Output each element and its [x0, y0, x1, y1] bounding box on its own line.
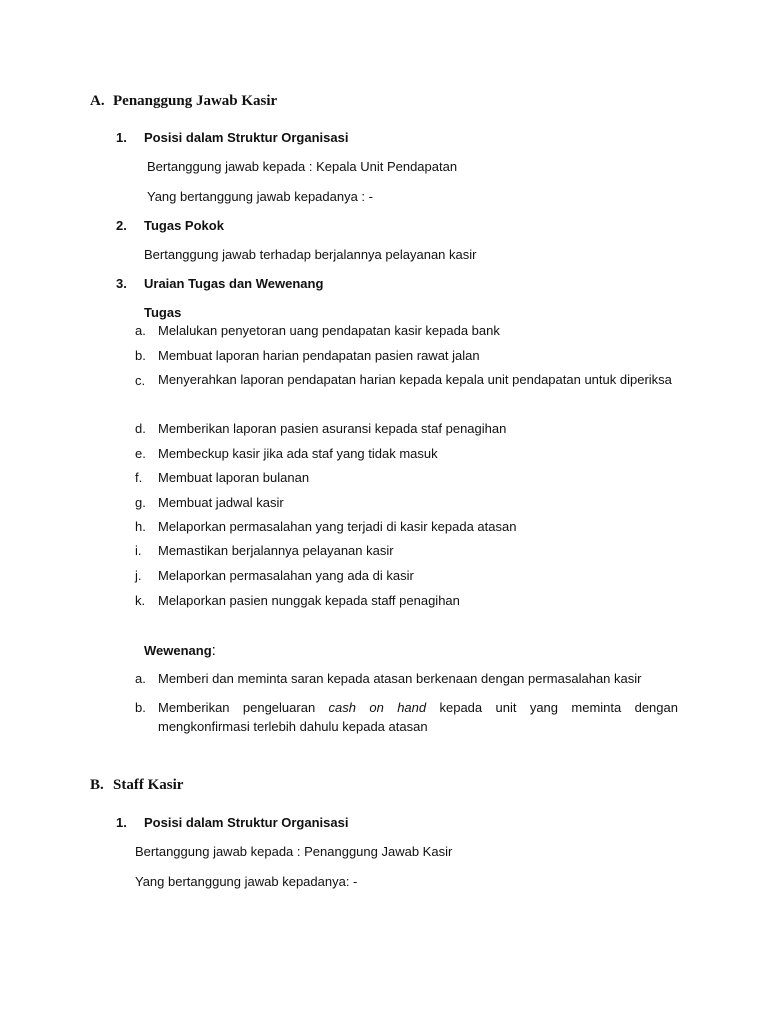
wewenang-label [144, 642, 216, 659]
list-marker: b. [135, 348, 146, 363]
a-sub1-line1: Bertanggung jawab kepada : Kepala Unit Pendapatan [147, 159, 458, 174]
list-text: Melaporkan permasalahan yang ada di kasir [158, 568, 414, 583]
list-marker: a. [135, 671, 146, 686]
list-marker: e. [135, 446, 146, 461]
list-text: Melaporkan pasien nunggak kepada staff penagihan [158, 593, 460, 608]
list-text [158, 698, 678, 736]
a-sub2-title: Tugas Pokok [144, 218, 224, 233]
a-sub2-num: 2. [116, 218, 127, 233]
list-text-post: kepada unit yang meminta dengan mengkonfirmasi terlebih dahulu kepada atasan [158, 700, 678, 734]
section-b-heading [90, 777, 183, 794]
list-marker: f. [135, 470, 143, 485]
section-a-heading [90, 93, 277, 110]
list-item [135, 421, 506, 436]
list-item [135, 495, 284, 510]
a-sub2-line1: Bertanggung jawab terhadap berjalannya pelayanan kasir [144, 247, 477, 262]
b-sub1-num: 1. [116, 815, 127, 830]
wewenang-colon: : [211, 642, 216, 659]
list-text: Membuat laporan harian pendapatan pasien rawat jalan [158, 348, 480, 363]
list-item [135, 519, 516, 534]
b-sub1-heading [116, 815, 348, 830]
list-marker: b. [135, 700, 146, 715]
wewenang-label-text: Wewenang [144, 643, 212, 658]
list-item [135, 348, 480, 363]
a-sub3-heading [116, 276, 323, 291]
a-sub3-num: 3. [116, 276, 127, 291]
list-item [135, 671, 641, 686]
section-b-title: Staff Kasir [113, 777, 184, 793]
list-text: Memastikan berjalannya pelayanan kasir [158, 543, 394, 558]
b-sub1-title: Posisi dalam Struktur Organisasi [144, 815, 349, 830]
list-marker: g. [135, 495, 146, 510]
section-a-letter: A. [90, 93, 105, 109]
list-marker: h. [135, 519, 146, 534]
list-text-emphasis: cash on hand [328, 700, 427, 715]
tugas-label: Tugas [144, 305, 182, 320]
list-text: Membuat laporan bulanan [158, 470, 310, 485]
list-text: Melalukan penyetoran uang pendapatan kasir kepada bank [158, 323, 500, 338]
a-sub1-heading [116, 130, 348, 145]
list-item [135, 543, 394, 558]
a-sub3-title: Uraian Tugas dan Wewenang [144, 276, 324, 291]
list-marker: i. [135, 543, 142, 558]
list-item [135, 593, 460, 608]
b-sub1-line1: Bertanggung jawab kepada : Penanggung Jawab Kasir [135, 844, 453, 859]
list-marker: a. [135, 323, 146, 338]
section-a-title: Penanggung Jawab Kasir [113, 93, 278, 109]
list-item [135, 446, 438, 461]
list-marker: c. [135, 373, 146, 388]
list-marker: j. [135, 568, 142, 583]
list-item [135, 568, 414, 583]
list-text: Membeckup kasir jika ada staf yang tidak masuk [158, 446, 438, 461]
list-marker: k. [135, 593, 146, 608]
a-sub1-num: 1. [116, 130, 127, 145]
section-b-letter: B. [90, 777, 104, 793]
list-text-pre: Memberikan pengeluaran [158, 700, 329, 715]
list-text: Menyerahkan laporan pendapatan harian kepada kepala unit pendapatan untuk diperiksa [158, 372, 672, 387]
list-text: Memberi dan meminta saran kepada atasan berkenaan dengan permasalahan kasir [158, 671, 642, 686]
list-marker: d. [135, 421, 146, 436]
list-text: Memberikan laporan pasien asuransi kepada staf penagihan [158, 421, 507, 436]
list-text: Membuat jadwal kasir [158, 495, 284, 510]
list-item [135, 470, 309, 485]
list-text: Melaporkan permasalahan yang terjadi di kasir kepada atasan [158, 519, 517, 534]
list-item [135, 323, 500, 338]
b-sub1-line2: Yang bertanggung jawab kepadanya: - [135, 874, 358, 889]
a-sub1-line2: Yang bertanggung jawab kepadanya : - [147, 189, 373, 204]
a-sub2-heading [116, 218, 224, 233]
a-sub1-title: Posisi dalam Struktur Organisasi [144, 130, 349, 145]
